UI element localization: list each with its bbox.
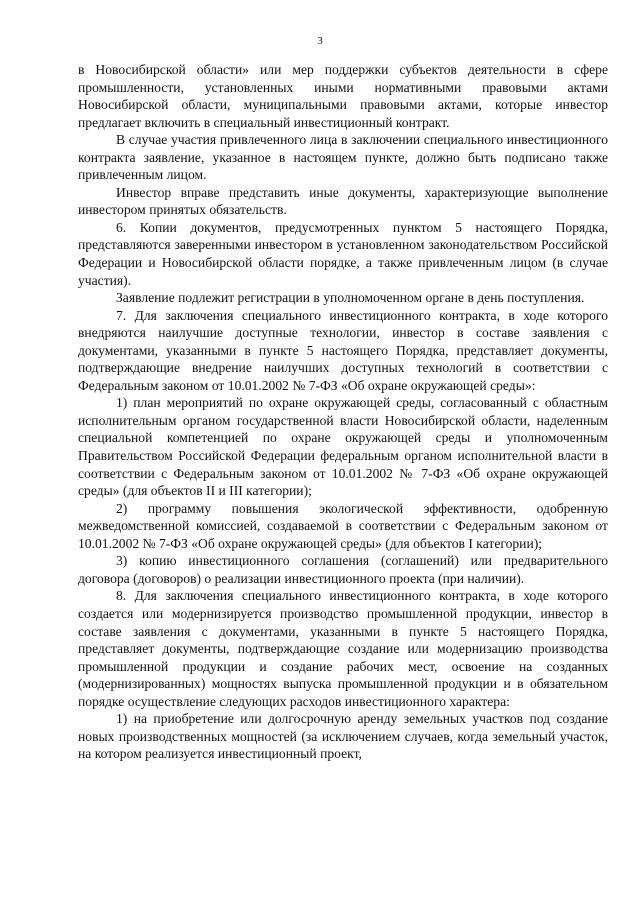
paragraph: 3) копию инвестиционного соглашения (соглашений) или предварительного договора (договоров) о реализации инвестиционного проекта (при наличии).	[78, 553, 608, 586]
paragraph: 1) план мероприятий по охране окружающей среды, согласованный с областным исполнительным органом государственной власти Новосибирской области, наделенным специальной компетенцией по охране окружающей среды и уполномоченным Правительством Российской Федерации федеральным органом исполнительной власти в соответствии с Федеральным законом от 10.01.2002 № 7-ФЗ «Об охране окружающей среды» (для объектов II и III категории);	[78, 395, 608, 499]
paragraph: в Новосибирской области» или мер поддержки субъектов деятельности в сфере промышленности, установленных иными нормативными правовыми актами Новосибирской области, муниципальными правовыми актами, которые инвестор предлагает включить в специальный инвестиционный контракт.	[78, 62, 608, 130]
document-body	[78, 61, 608, 763]
paragraph: 2) программу повышения экологической эффективности, одобренную межведомственной комиссией, создаваемой в соответствии с Федеральным законом от 10.01.2002 № 7-ФЗ «Об охране окружающей среды» (для объектов I категории);	[78, 500, 608, 551]
paragraph: Заявление подлежит регистрации в уполномоченном органе в день поступления.	[116, 290, 585, 306]
paragraph: 1) на приобретение или долгосрочную аренду земельных участков под создание новых производственных мощностей (за исключением случаев, когда земельный участок, на котором реализуется инвестиционный проект,	[78, 711, 608, 762]
paragraph: В случае участия привлеченного лица в заключении специального инвестиционного контракта заявление, указанное в настоящем пункте, должно быть подписано также привлеченным лицом.	[78, 132, 608, 183]
paragraph: Инвестор вправе представить иные документы, характеризующие выполнение инвестором принятых обязательств.	[78, 184, 608, 218]
paragraph: 8. Для заключения специального инвестиционного контракта, в ходе которого создается или модернизируется производство промышленной продукции, инвестор в составе заявления с документами, указанными в пункте 5 настоящего Порядка, представляет документы, подтверждающие создание или модернизацию производства промышленной продукции и создание рабочих мест, освоение на созданных (модернизированных) мощностях выпуска промышленной продукции и в обязательном порядке осуществление следующих расходов инвестиционного характера:	[78, 588, 608, 709]
paragraph: 6. Копии документов, предусмотренных пунктом 5 настоящего Порядка, представляются заверенными инвестором в установленном законодательством Российской Федерации и Новосибирской области порядке, а также привлеченным лицом (в случае участия).	[78, 219, 608, 288]
page-number: 3	[317, 35, 323, 47]
paragraph: 7. Для заключения специального инвестиционного контракта, в ходе которого внедряются наилучшие доступные технологии, инвестор в составе заявления с документами, указанными в пункте 5 настоящего Порядка, представляет документы, подтверждающие внедрение наилучших доступных технологий в соответствии с Федеральным законом от 10.01.2002 № 7-ФЗ «Об охране окружающей среды»:	[78, 307, 608, 393]
